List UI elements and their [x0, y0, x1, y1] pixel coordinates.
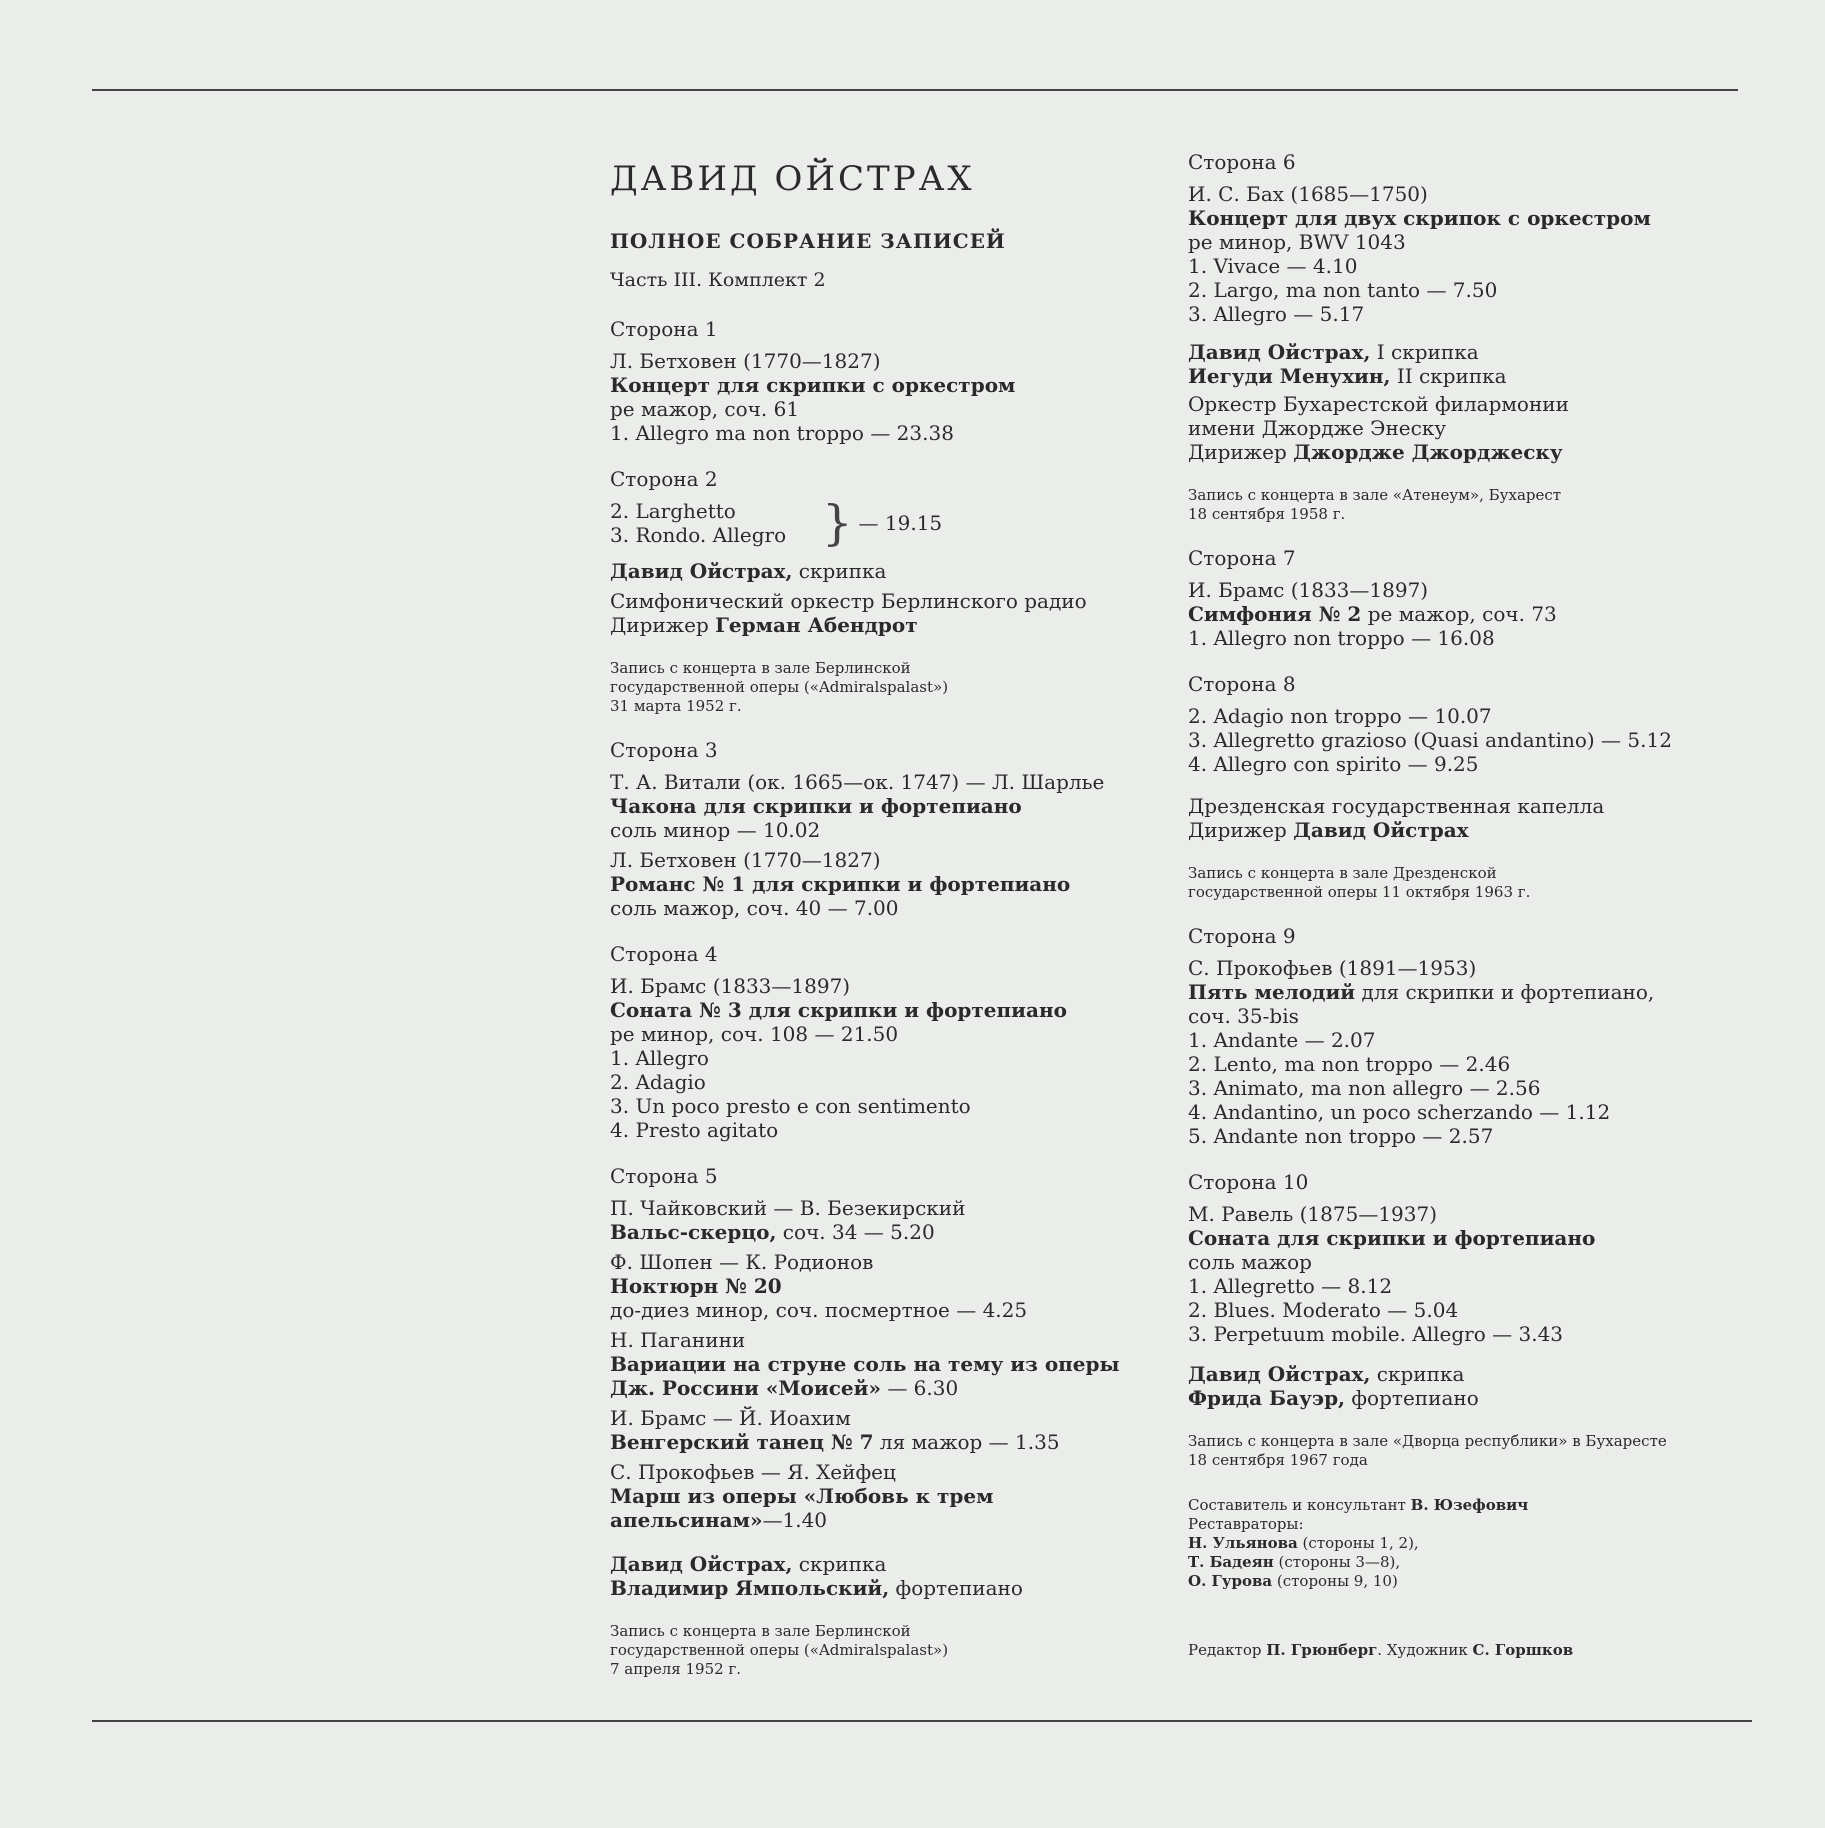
side-10-track: 2. Blues. Moderato — 5.04	[1188, 1298, 1459, 1322]
side-8-track: 3. Allegretto grazioso (Quasi andantino) — 5.12	[1188, 728, 1672, 752]
note-line: государственной оперы («Admiralspalast»)	[610, 678, 949, 696]
side-7-detail: ре мажор, соч. 73	[1361, 602, 1557, 626]
side-7-track: 1. Allegro non troppo — 16.08	[1188, 626, 1495, 650]
side-2-label: Сторона 2	[610, 467, 718, 491]
side-2-note	[610, 659, 1170, 716]
page-title: ДАВИД ОЙСТРАХ	[610, 159, 975, 199]
side-5-work: Вариации на струне соль на тему из оперы	[610, 1352, 1120, 1376]
side-9-composer: С. Прокофьев (1891—1953)	[1188, 956, 1477, 980]
side-5-composer: И. Брамс — Й. Иоахим	[610, 1406, 851, 1430]
note-line: 18 сентября 1958 г.	[1188, 505, 1346, 523]
performer-role: фортепиано	[889, 1576, 1023, 1600]
side-10-work: Соната для скрипки и фортепиано	[1188, 1226, 1596, 1250]
performer-role: скрипка	[1370, 1362, 1465, 1386]
performer-name: Давид Ойстрах,	[610, 559, 793, 583]
side-9-detail: для скрипки и фортепиано,	[1355, 980, 1655, 1004]
side-10-key: соль мажор	[1188, 1250, 1312, 1274]
side-3-key: соль минор — 10.02	[610, 818, 821, 842]
side-5-note	[610, 1622, 1170, 1679]
side-5-detail: соч. 34 — 5.20	[776, 1220, 935, 1244]
note-line: Запись с концерта в зале «Дворца республики» в Бухаресте	[1188, 1432, 1667, 1450]
restorer-sides: (стороны 9, 10)	[1272, 1572, 1398, 1590]
conductor-prefix: Дирижер	[610, 613, 716, 637]
performer-name: Фрида Бауэр,	[1188, 1386, 1346, 1410]
side-6-orchestra: имени Джордже Энеску	[1188, 416, 1447, 440]
performer-role: скрипка	[792, 1552, 887, 1576]
note-line: Запись с концерта в зале Дрезденской	[1188, 864, 1497, 882]
side-1-key: ре мажор, соч. 61	[610, 397, 800, 421]
side-8-track: 4. Allegro con spirito — 9.25	[1188, 752, 1479, 776]
side-1-track: 1. Allegro ma non troppo — 23.38	[610, 421, 954, 445]
side-4-track: 3. Un poco presto e con sentimento	[610, 1094, 971, 1118]
side-8-orchestra: Дрезденская государственная капелла	[1188, 794, 1605, 818]
side-6-key: ре минор, BWV 1043	[1188, 230, 1406, 254]
note-line: государственной оперы 11 октября 1963 г.	[1188, 883, 1531, 901]
side-7-work: Симфония № 2	[1188, 602, 1362, 626]
performer-role: II скрипка	[1390, 364, 1507, 388]
side-5-detail: —1.40	[762, 1508, 828, 1532]
restorers-label: Реставраторы:	[1188, 1515, 1304, 1533]
side-8-track: 2. Adagio non troppo — 10.07	[1188, 704, 1492, 728]
side-6-track: 3. Allegro — 5.17	[1188, 302, 1365, 326]
editor-line	[1188, 1641, 1788, 1659]
side-4-work: Соната № 3 для скрипки и фортепиано	[610, 998, 1067, 1022]
editor-name: П. Грюнберг	[1266, 1641, 1378, 1659]
conductor-prefix: Дирижер	[1188, 440, 1294, 464]
restorer-sides: (стороны 3—8),	[1273, 1553, 1401, 1571]
performer-name: Давид Ойстрах,	[1188, 1362, 1371, 1386]
side-5-work: Марш из оперы «Любовь к трем апельсинам»	[610, 1484, 994, 1532]
side-5-work: Ноктюрн № 20	[610, 1274, 782, 1298]
performer-role: фортепиано	[1345, 1386, 1479, 1410]
side-3-composer: Т. А. Витали (ок. 1665—ок. 1747) — Л. Шарлье	[610, 770, 1105, 794]
artist-name: С. Горшков	[1472, 1641, 1574, 1659]
note-line: Запись с концерта в зале «Атенеум», Бухарест	[1188, 486, 1562, 504]
side-3-label: Сторона 3	[610, 738, 718, 762]
side-4-key: ре минор, соч. 108 — 21.50	[610, 1022, 899, 1046]
side-8-label: Сторона 8	[1188, 672, 1296, 696]
side-5-composer: П. Чайковский — В. Безекирский	[610, 1196, 966, 1220]
side-10-track: 3. Perpetuum mobile. Allegro — 3.43	[1188, 1322, 1564, 1346]
side-2-tracks	[610, 495, 1170, 551]
performer-name: Владимир Ямпольский,	[610, 1576, 890, 1600]
side-10-note	[1188, 1432, 1788, 1470]
artist-prefix: . Художник	[1377, 1641, 1473, 1659]
performer-role: скрипка	[792, 559, 887, 583]
side-5-composer: Ф. Шопен — К. Родионов	[610, 1250, 874, 1274]
conductor-name: Давид Ойстрах	[1293, 818, 1469, 842]
side-1-label: Сторона 1	[610, 317, 718, 341]
side-9-label: Сторона 9	[1188, 924, 1296, 948]
performer-name: Давид Ойстрах,	[610, 1552, 793, 1576]
side-9-key: соч. 35-bis	[1188, 1004, 1299, 1028]
brace-icon: }	[822, 495, 853, 551]
side-9-track: 2. Lento, ma non troppo — 2.46	[1188, 1052, 1511, 1076]
editor-prefix: Редактор	[1188, 1641, 1267, 1659]
side-3-work: Чакона для скрипки и фортепиано	[610, 794, 1022, 818]
left-column	[610, 155, 1170, 1679]
collection-subtitle: ПОЛНОЕ СОБРАНИЕ ЗАПИСЕЙ	[610, 229, 1006, 253]
side-6-track: 1. Vivace — 4.10	[1188, 254, 1358, 278]
side-2-track: 2. Larghetto	[610, 499, 736, 523]
compiler-prefix: Составитель и консультант	[1188, 1496, 1411, 1514]
side-1-work: Концерт для скрипки с оркестром	[610, 373, 1016, 397]
side-1-composer: Л. Бетховен (1770—1827)	[610, 349, 881, 373]
side-9-track: 5. Andante non troppo — 2.57	[1188, 1124, 1494, 1148]
side-8-note	[1188, 864, 1788, 902]
side-9-track: 4. Andantino, un poco scherzando — 1.12	[1188, 1100, 1611, 1124]
side-4-composer: И. Брамс (1833—1897)	[610, 974, 851, 998]
side-5-work: Дж. Россини «Моисей»	[610, 1376, 881, 1400]
restorer-sides: (стороны 1, 2),	[1297, 1534, 1419, 1552]
side-9-work: Пять мелодий	[1188, 980, 1356, 1004]
side-5-composer: С. Прокофьев — Я. Хейфец	[610, 1460, 896, 1484]
performer-role: I скрипка	[1370, 340, 1479, 364]
note-line: Запись с концерта в зале Берлинской	[610, 1622, 911, 1640]
side-2-track: 3. Rondo. Allegro	[610, 523, 787, 547]
side-3-work: Романс № 1 для скрипки и фортепиано	[610, 872, 1071, 896]
conductor-name: Герман Абендрот	[715, 613, 918, 637]
side-10-label: Сторона 10	[1188, 1170, 1309, 1194]
side-7-label: Сторона 7	[1188, 546, 1296, 570]
side-5-work: Вальс-скерцо,	[610, 1220, 777, 1244]
conductor-prefix: Дирижер	[1188, 818, 1294, 842]
restorer-name: Т. Бадеян	[1188, 1553, 1274, 1571]
side-10-composer: М. Равель (1875—1937)	[1188, 1202, 1438, 1226]
side-9-track: 3. Animato, ma non allegro — 2.56	[1188, 1076, 1541, 1100]
side-4-track: 4. Presto agitato	[610, 1118, 779, 1142]
note-line: 18 сентября 1967 года	[1188, 1451, 1368, 1469]
part-label: Часть III. Комплект 2	[610, 269, 826, 291]
side-9-track: 1. Andante — 2.07	[1188, 1028, 1376, 1052]
side-4-track: 1. Allegro	[610, 1046, 709, 1070]
note-line: 7 апреля 1952 г.	[610, 1660, 742, 1678]
side-3-composer: Л. Бетховен (1770—1827)	[610, 848, 881, 872]
performer-name: Давид Ойстрах,	[1188, 340, 1371, 364]
side-5-label: Сторона 5	[610, 1164, 718, 1188]
side-6-note	[1188, 486, 1788, 524]
side-10-track: 1. Allegretto — 8.12	[1188, 1274, 1393, 1298]
bottom-rule	[92, 1720, 1752, 1722]
side-2-orchestra: Симфонический оркестр Берлинского радио	[610, 589, 1087, 613]
note-line: 31 марта 1952 г.	[610, 697, 742, 715]
compiler-name: В. Юзефович	[1410, 1496, 1529, 1514]
side-5-composer: Н. Паганини	[610, 1328, 746, 1352]
note-line: государственной оперы («Admiralspalast»)	[610, 1641, 949, 1659]
restorer-name: О. Гурова	[1188, 1572, 1273, 1590]
performer-name: Иегуди Менухин,	[1188, 364, 1391, 388]
note-line: Запись с концерта в зале Берлинской	[610, 659, 911, 677]
side-6-composer: И. С. Бах (1685—1750)	[1188, 182, 1428, 206]
side-5-work: Венгерский танец № 7	[610, 1430, 874, 1454]
side-6-work: Концерт для двух скрипок с оркестром	[1188, 206, 1651, 230]
conductor-name: Джордже Джорджеску	[1293, 440, 1563, 464]
side-2-duration: — 19.15	[858, 511, 943, 535]
credits	[1188, 1496, 1788, 1591]
side-6-track: 2. Largo, ma non tanto — 7.50	[1188, 278, 1498, 302]
side-3-key: соль мажор, соч. 40 — 7.00	[610, 896, 899, 920]
side-7-composer: И. Брамс (1833—1897)	[1188, 578, 1429, 602]
right-column	[1188, 150, 1788, 1659]
side-6-orchestra: Оркестр Бухарестской филармонии	[1188, 392, 1569, 416]
side-6-label: Сторона 6	[1188, 150, 1296, 174]
side-5-detail: ля мажор — 1.35	[873, 1430, 1060, 1454]
restorer-name: Н. Ульянова	[1188, 1534, 1298, 1552]
side-5-detail: — 6.30	[880, 1376, 959, 1400]
side-4-label: Сторона 4	[610, 942, 718, 966]
side-4-track: 2. Adagio	[610, 1070, 706, 1094]
top-rule	[92, 89, 1738, 91]
side-5-detail: до-диез минор, соч. посмертное — 4.25	[610, 1298, 1028, 1322]
